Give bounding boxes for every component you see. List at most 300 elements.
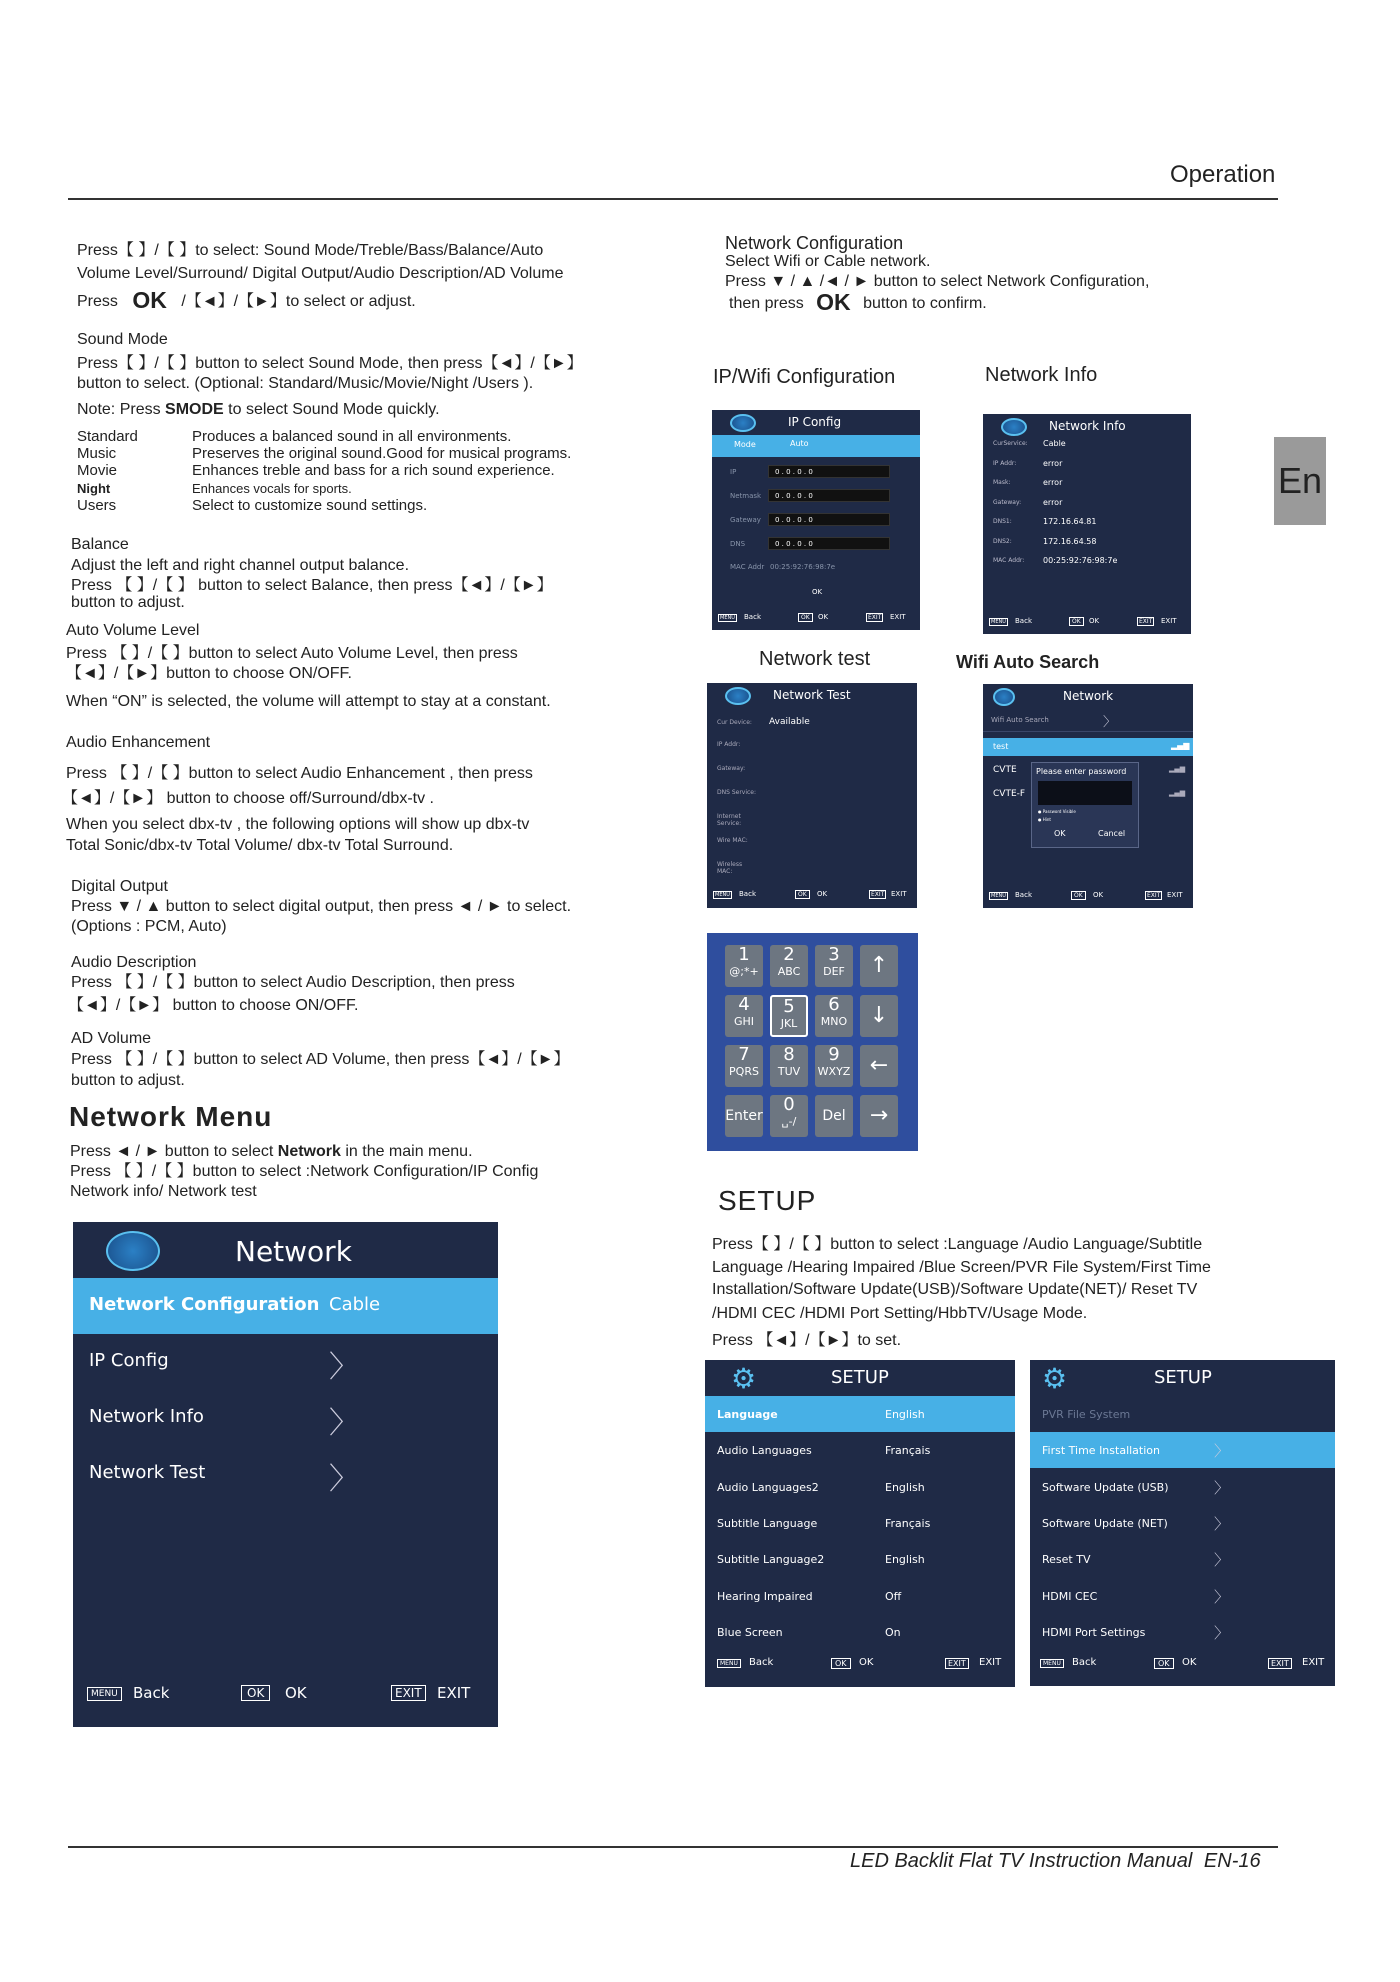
password-dialog (1031, 762, 1139, 848)
setup-row-value: Off (885, 1589, 902, 1603)
keypad-key[interactable] (725, 1045, 763, 1087)
exit-key-icon: EXIT (945, 1658, 969, 1669)
exit-label: EXIT (1167, 891, 1183, 899)
keypad-key-number: 6 (828, 994, 840, 1015)
password-visible-label: Password Visible (1042, 809, 1076, 814)
keypad-key[interactable] (860, 1045, 898, 1087)
ok-key-icon: OK (1071, 891, 1086, 900)
ok-label: OK (1182, 1657, 1197, 1668)
setup-row[interactable] (1030, 1578, 1335, 1614)
caption-ip-wifi: IP/Wifi Configuration (713, 366, 896, 388)
ok-label: OK (285, 1684, 307, 1702)
setup-row-value: English (885, 1553, 925, 1567)
dialog-cancel-button[interactable]: Cancel (1098, 829, 1126, 838)
info-label: DNS1: (993, 518, 1012, 525)
setup-line-5: Press 【◄】/【►】to set. (712, 1332, 902, 1349)
smode-key: SMODE (165, 401, 224, 418)
keypad-key-number: 1 (738, 944, 750, 965)
nm-line-1a: Press ◄ / ► button to select (70, 1143, 274, 1160)
wifi-search-screen (983, 684, 1193, 908)
mini-footer (717, 1656, 1007, 1672)
gear-icon: ⚙ (731, 1362, 757, 1395)
intro-line-3 (77, 287, 416, 313)
keypad-key-number: Enter (725, 1108, 763, 1124)
wifi-network-name: test (993, 742, 1009, 751)
note-prefix: Note: Press (77, 401, 161, 418)
network-info-screen (983, 414, 1191, 634)
nm-line-1c: in the main menu. (345, 1143, 473, 1160)
mode-desc: Select to customize sound settings. (192, 497, 428, 514)
keypad-key-letters: MNO (820, 1015, 848, 1028)
exit-key-icon: EXIT (1139, 618, 1153, 625)
keypad-key-number: 4 (738, 994, 750, 1015)
caption-wifi-auto-search: Wifi Auto Search (956, 652, 1100, 672)
keypad-key-letters: @;*+ (729, 965, 759, 978)
test-label: DNS Service: (717, 789, 757, 796)
nm-line-2: Press 【 】/【 】button to select :Network Configuration/IP Config (70, 1163, 539, 1180)
exit-key-icon: EXIT (391, 1685, 426, 1701)
setup-row[interactable] (705, 1541, 1015, 1577)
setup-row-label: Software Update (NET) (1042, 1516, 1168, 1530)
ok-key-icon: OK (1069, 617, 1084, 626)
menu-key-icon: MENU (720, 615, 735, 621)
wifi-auto-search-row[interactable] (983, 708, 1193, 732)
chevron-right-icon: 〉 (329, 1462, 359, 1497)
setup-heading: SETUP (718, 1185, 817, 1216)
exit-label: EXIT (890, 613, 906, 621)
nc-line-2: Press ▼ / ▲ /◄ / ► button to select Network Configuration, (725, 273, 1150, 290)
keypad-key[interactable] (725, 995, 763, 1037)
globe-icon (993, 688, 1015, 706)
back-label: Back (739, 890, 756, 898)
exit-label: EXIT (979, 1657, 1002, 1668)
sound-mode-line-2: button to select. (Optional: Standard/Music/Movie/Night /Users ). (77, 375, 534, 392)
adv-line-1: Press 【 】/【 】button to select AD Volume, then press【◄】/【►】 (71, 1051, 570, 1068)
chevron-right-icon: 〉 (1214, 1623, 1230, 1642)
test-label: Internet Service: (717, 813, 742, 827)
info-label: DNS2: (993, 537, 1012, 545)
exit-label: EXIT (437, 1684, 471, 1702)
caption-network-info: Network Info (985, 364, 1098, 386)
chevron-right-icon: 〉 (1214, 1478, 1230, 1497)
keypad-key-number: 8 (783, 1044, 795, 1065)
keypad-key[interactable] (770, 945, 808, 987)
netmask-field-input[interactable] (768, 489, 890, 502)
balance-line-1: Adjust the left and right channel output balance. (71, 557, 410, 574)
test-label: Gateway: (717, 765, 746, 772)
keypad-key-letters: ABC (777, 965, 801, 978)
mac-value: 00:25:92:76:98:7e (770, 563, 836, 571)
ae-title: Audio Enhancement (66, 734, 211, 751)
dns-field-input[interactable] (768, 537, 890, 550)
sound-mode-title: Sound Mode (77, 331, 168, 348)
manual-name: LED Backlit Flat TV Instruction Manual (850, 1850, 1193, 1872)
setup-screen-title: SETUP (831, 1367, 889, 1388)
ok-label: OK (859, 1657, 874, 1668)
ok-key-icon: OK (1154, 1658, 1174, 1669)
exit-key-icon: EXIT (1147, 892, 1161, 899)
mode-desc: Preserves the original sound.Good for musical programs. (192, 445, 572, 462)
globe-icon (106, 1231, 160, 1271)
ae-line-3: When you select dbx-tv , the following options will show up dbx-tv (66, 816, 530, 833)
ad-line-2: 【◄】/【►】 button to choose ON/OFF. (68, 997, 359, 1014)
info-value: error (1043, 458, 1063, 468)
nc-line-3 (729, 289, 987, 315)
setup-row-label: Audio Languages2 (717, 1480, 819, 1494)
exit-key-icon: EXIT (1268, 1658, 1292, 1669)
info-value: error (1043, 497, 1063, 507)
exit-label: EXIT (1161, 617, 1177, 625)
keypad-key[interactable] (860, 945, 898, 987)
menu-key-icon: MENU (991, 619, 1006, 625)
back-label: Back (749, 1657, 774, 1668)
back-label: Back (1015, 891, 1032, 899)
sound-mode-note (77, 400, 440, 420)
network-info-title: Network Info (1049, 419, 1126, 433)
nc-then-press: then press (729, 295, 804, 312)
setup-row[interactable] (1030, 1469, 1335, 1505)
ae-line-4: Total Sonic/dbx-tv Total Volume/ dbx-tv Total Surround. (66, 837, 454, 854)
keypad-key-number: ↓ (869, 1003, 889, 1028)
keypad-key-letters: DEF (823, 965, 845, 978)
info-value: 00:25:92:76:98:7e (1043, 556, 1118, 565)
gear-icon: ⚙ (1042, 1362, 1068, 1395)
globe-icon (1001, 418, 1027, 436)
ok-key-label: OK (816, 289, 851, 315)
mini-footer (718, 612, 918, 624)
wifi-signal-icon: ▂▄▆ (1169, 765, 1186, 773)
nc-confirm: button to confirm. (863, 295, 987, 312)
screen-footer (87, 1684, 487, 1708)
setup-row[interactable] (1030, 1541, 1335, 1577)
test-label: Wireless MAC: (717, 861, 743, 875)
network-menu-screen (73, 1222, 498, 1727)
gateway-field-input[interactable] (768, 513, 890, 526)
setup-line-3: Installation/Software Update(USB)/Software Update(NET)/ Reset TV (712, 1281, 1198, 1298)
footer-manual-title (850, 1848, 1261, 1874)
setup-row-label: Audio Languages (717, 1444, 812, 1458)
hint-checkbox[interactable]: ● Hint (1038, 817, 1051, 822)
mini-footer (1040, 1656, 1330, 1672)
setup-row[interactable] (1030, 1614, 1335, 1650)
mode-name: Movie (77, 462, 118, 479)
ok-key-icon: OK (241, 1685, 270, 1701)
mode-name: Night (77, 481, 111, 496)
dialog-ok-button[interactable]: OK (1054, 829, 1066, 838)
setup-row-label: Blue Screen (717, 1625, 783, 1639)
menu-key-icon: MENU (717, 1659, 741, 1668)
nc-line-1: Select Wifi or Cable network. (725, 253, 931, 270)
ok-key-icon: OK (831, 1658, 851, 1669)
keypad-key-letters: PQRS (729, 1065, 759, 1078)
network-test-screen (707, 683, 917, 908)
keypad-key-letters: TUV (777, 1065, 801, 1078)
setup-row[interactable] (1030, 1432, 1335, 1468)
info-value: 172.16.64.81 (1043, 517, 1097, 526)
language-tab: En (1274, 437, 1326, 525)
setup-line-4: /HDMI CEC /HDMI Port Setting/HbbTV/Usage Mode. (712, 1305, 1088, 1322)
network-screen-title: Network (235, 1235, 352, 1268)
menu-key-icon: MENU (991, 893, 1006, 899)
info-label: Mask: (993, 479, 1011, 486)
on-screen-keypad (707, 933, 918, 1151)
intro-line-2: Volume Level/Surround/ Digital Output/Audio Description/AD Volume (77, 265, 564, 282)
ip-field-input[interactable] (768, 465, 890, 478)
setup-line-1: Press【 】/【 】button to select :Language /Audio Language/Subtitle (712, 1236, 1203, 1253)
mode-row[interactable] (712, 435, 920, 457)
adv-title: AD Volume (71, 1030, 152, 1047)
ok-label: OK (1089, 617, 1100, 625)
avl-title: Auto Volume Level (66, 622, 200, 639)
chevron-right-icon: 〉 (1214, 1551, 1230, 1570)
setup-screen-language (705, 1360, 1015, 1687)
ae-line-2: 【◄】/【►】 button to choose off/Surround/dbx-tv . (62, 790, 434, 807)
ok-key-label: OK (132, 287, 167, 313)
keypad-key[interactable] (815, 1095, 853, 1137)
globe-icon (730, 414, 756, 432)
menu-item-network-test[interactable] (73, 1448, 498, 1498)
password-dialog-title: Please enter password (1036, 767, 1127, 776)
ip-field-label: IP (730, 468, 737, 476)
keypad-key[interactable] (770, 1095, 808, 1137)
dns-field-label: DNS (730, 540, 746, 548)
gateway-field-value: 0 . 0 . 0 . 0 (775, 516, 813, 524)
keypad-key[interactable] (860, 995, 898, 1037)
setup-row-label: HDMI CEC (1042, 1589, 1098, 1603)
wifi-screen-title: Network (1063, 689, 1114, 703)
balance-line-2: Press 【 】/【 】 button to select Balance, then press【◄】/【►】 (71, 577, 553, 594)
keypad-key-number: 9 (828, 1044, 840, 1065)
menu-key-icon: MENU (1040, 1659, 1064, 1668)
do-line-2: (Options : PCM, Auto) (71, 918, 227, 935)
setup-row[interactable] (705, 1614, 1015, 1650)
ip-config-title: IP Config (788, 415, 842, 429)
password-input[interactable] (1038, 781, 1132, 805)
keypad-key[interactable] (815, 995, 853, 1037)
netmask-field-label: Netmask (730, 492, 762, 500)
gateway-field-label: Gateway (730, 516, 761, 524)
mini-footer (713, 889, 913, 901)
setup-row[interactable] (705, 1505, 1015, 1541)
avl-line-1: Press 【 】/【 】button to select Auto Volume Level, then press (66, 645, 518, 662)
note-suffix: to select Sound Mode quickly. (228, 401, 440, 418)
menu-item-network-configuration[interactable] (73, 1278, 498, 1334)
setup-row[interactable] (705, 1578, 1015, 1614)
mini-footer (989, 890, 1189, 902)
keypad-key-number: 5 (783, 996, 795, 1017)
keypad-key[interactable] (815, 945, 853, 987)
setup-row-label: PVR File System (1042, 1408, 1131, 1421)
ip-field-value: 0 . 0 . 0 . 0 (775, 468, 813, 476)
keypad-key-letters: GHI (733, 1015, 755, 1028)
menu-item-label: IP Config (89, 1350, 169, 1371)
menu-item-label: Network Info (89, 1406, 204, 1427)
test-label: Wire MAC: (717, 837, 748, 844)
keypad-key[interactable] (815, 1045, 853, 1087)
ok-key-icon: OK (798, 613, 813, 622)
intro-line-1: Press【 】/【 】to select: Sound Mode/Treble/Bass/Balance/Auto (77, 242, 544, 259)
section-title: Operation (1170, 161, 1276, 188)
nm-line-3: Network info/ Network test (70, 1183, 257, 1200)
setup-row-label: Subtitle Language (717, 1516, 818, 1530)
intro-press: Press (77, 293, 118, 310)
ok-label: OK (1093, 891, 1104, 899)
keypad-key-number: 3 (828, 944, 840, 965)
password-visible-checkbox[interactable]: ● Password Visible (1038, 809, 1076, 814)
netmask-field-value: 0 . 0 . 0 . 0 (775, 492, 813, 500)
wifi-signal-icon: ▂▄▆ (1171, 741, 1190, 750)
setup-row-value: English (885, 1480, 925, 1494)
info-value: Cable (1043, 439, 1066, 448)
menu-item-ip-config[interactable] (73, 1336, 498, 1386)
do-line-1: Press ▼ / ▲ button to select digital output, then press ◄ / ► to select. (71, 898, 572, 915)
dns-field-value: 0 . 0 . 0 . 0 (775, 540, 813, 548)
menu-item-network-info[interactable] (73, 1392, 498, 1442)
setup-line-2: Language /Hearing Impaired /Blue Screen/PVR File System/First Time (712, 1259, 1211, 1276)
setup-row-value: English (885, 1408, 925, 1421)
ok-button[interactable]: OK (812, 588, 823, 596)
nm-network-word: Network (277, 1143, 341, 1160)
nm-line-1 (70, 1142, 473, 1162)
setup-row-label: Language (717, 1408, 778, 1421)
wifi-network-name: CVTE-F (993, 789, 1026, 799)
ad-line-1: Press 【 】/【 】button to select Audio Description, then press (71, 974, 515, 991)
keypad-key[interactable] (860, 1095, 898, 1137)
menu-key-icon: MENU (715, 892, 730, 898)
chevron-right-icon: 〉 (329, 1406, 359, 1441)
keypad-key-number: → (869, 1103, 889, 1128)
keypad-key-letters: JKL (780, 1017, 798, 1030)
avl-line-3: When “ON” is selected, the volume will attempt to stay at a constant. (66, 693, 551, 710)
setup-row[interactable] (705, 1396, 1015, 1432)
menu-key-icon: MENU (87, 1687, 122, 1701)
mode-label: Mode (734, 440, 756, 449)
setup-row-value: On (885, 1625, 901, 1639)
back-label: Back (744, 613, 761, 621)
wifi-signal-icon: ▂▄▆ (1169, 789, 1186, 797)
keypad-key-number: ← (869, 1053, 889, 1078)
info-label: IP Addr: (993, 459, 1017, 467)
keypad-key-number: 7 (738, 1044, 750, 1065)
ok-label: OK (817, 890, 828, 898)
nc-title: Network Configuration (725, 233, 904, 253)
adv-line-2: button to adjust. (71, 1072, 185, 1089)
exit-label: EXIT (891, 890, 907, 898)
info-label: Gateway: (993, 498, 1022, 506)
chevron-right-icon: 〉 (329, 1350, 359, 1385)
mode-value: Auto (790, 439, 809, 448)
balance-title: Balance (71, 536, 129, 553)
mode-desc: Produces a balanced sound in all environments. (192, 428, 512, 445)
keypad-key-number: Del (822, 1108, 846, 1124)
mini-footer (989, 616, 1189, 628)
ok-key-icon: OK (795, 890, 810, 899)
cur-device-value: Available (769, 717, 810, 727)
keypad-key[interactable] (770, 1045, 808, 1087)
mode-name: Standard (77, 428, 138, 445)
mode-name: Users (77, 497, 117, 514)
sound-mode-line-1: Press【 】/【 】button to select Sound Mode, then press【◄】/【►】 (77, 355, 583, 372)
exit-key-icon: EXIT (868, 614, 882, 621)
chevron-right-icon: 〉 (1103, 715, 1117, 730)
info-value: error (1043, 478, 1063, 487)
mode-name: Music (77, 445, 117, 462)
setup-row-label: Software Update (USB) (1042, 1480, 1169, 1494)
setup-row-label: First Time Installation (1042, 1444, 1160, 1458)
info-value: 172.16.64.58 (1043, 536, 1097, 546)
setup-row-value: Français (885, 1516, 931, 1530)
menu-item-label: Network Test (89, 1462, 206, 1483)
menu-item-label: Network Configuration (89, 1294, 320, 1315)
keypad-key-letters: WXYZ (817, 1065, 851, 1078)
mode-desc: Enhances vocals for sports. (192, 481, 352, 496)
menu-item-value: Cable (329, 1294, 381, 1315)
info-label: CurService: (993, 440, 1028, 447)
balance-line-3: button to adjust. (71, 594, 185, 611)
setup-row-label: HDMI Port Settings (1042, 1625, 1146, 1639)
setup-row[interactable] (705, 1432, 1015, 1468)
setup-row-value: Français (885, 1444, 931, 1458)
header-rule (68, 198, 1278, 200)
wifi-network-name: CVTE (993, 765, 1017, 775)
setup-row-label: Hearing Impaired (717, 1589, 813, 1603)
keypad-key-number: 2 (783, 944, 795, 965)
exit-label: EXIT (1302, 1657, 1325, 1668)
keypad-key-number: 0 (783, 1094, 795, 1115)
network-test-title: Network Test (773, 688, 851, 702)
mac-label: MAC Addr (730, 563, 765, 571)
mode-desc: Enhances treble and bass for a rich sound experience. (192, 462, 555, 479)
keypad-key[interactable] (725, 945, 763, 987)
setup-row[interactable] (705, 1469, 1015, 1505)
intro-adjust: /【◄】/【►】to select or adjust. (181, 293, 416, 310)
chevron-right-icon: 〉 (1214, 1587, 1230, 1606)
back-label: Back (1072, 1657, 1097, 1668)
ok-label: OK (818, 613, 829, 621)
chevron-right-icon: 〉 (1214, 1514, 1230, 1533)
hint-label: Hint (1042, 817, 1051, 822)
caption-network-test: Network test (759, 648, 871, 670)
back-label: Back (1015, 617, 1032, 625)
auto-search-label: Wifi Auto Search (991, 716, 1049, 724)
avl-line-2: 【◄】/【►】button to choose ON/OFF. (66, 665, 352, 682)
network-menu-heading: Network Menu (69, 1101, 273, 1132)
setup-row[interactable] (1030, 1505, 1335, 1541)
back-label: Back (133, 1684, 170, 1702)
setup-row[interactable] (1030, 1396, 1335, 1432)
setup-row-label: Reset TV (1042, 1553, 1091, 1567)
do-title: Digital Output (71, 878, 168, 895)
keypad-key[interactable] (725, 1095, 763, 1137)
keypad-key[interactable] (770, 995, 808, 1037)
ae-line-1: Press 【 】/【 】button to select Audio Enhancement , then press (66, 765, 533, 782)
page-number: EN-16 (1203, 1850, 1261, 1872)
info-label: MAC Addr: (993, 557, 1025, 564)
globe-icon (725, 687, 751, 705)
setup-screen-system (1030, 1360, 1335, 1686)
test-label: IP Addr: (717, 741, 741, 748)
cur-device-label: Cur Device: (717, 719, 752, 726)
setup-screen-title: SETUP (1154, 1367, 1212, 1388)
keypad-key-number: ↑ (869, 953, 889, 978)
chevron-right-icon: 〉 (1214, 1442, 1230, 1461)
keypad-key-letters: ␣-/ (781, 1115, 797, 1128)
exit-key-icon: EXIT (871, 891, 885, 898)
ip-config-screen (712, 410, 920, 630)
setup-row-label: Subtitle Language2 (717, 1553, 825, 1567)
wifi-network-selected[interactable] (983, 738, 1193, 756)
ad-title: Audio Description (71, 954, 197, 971)
